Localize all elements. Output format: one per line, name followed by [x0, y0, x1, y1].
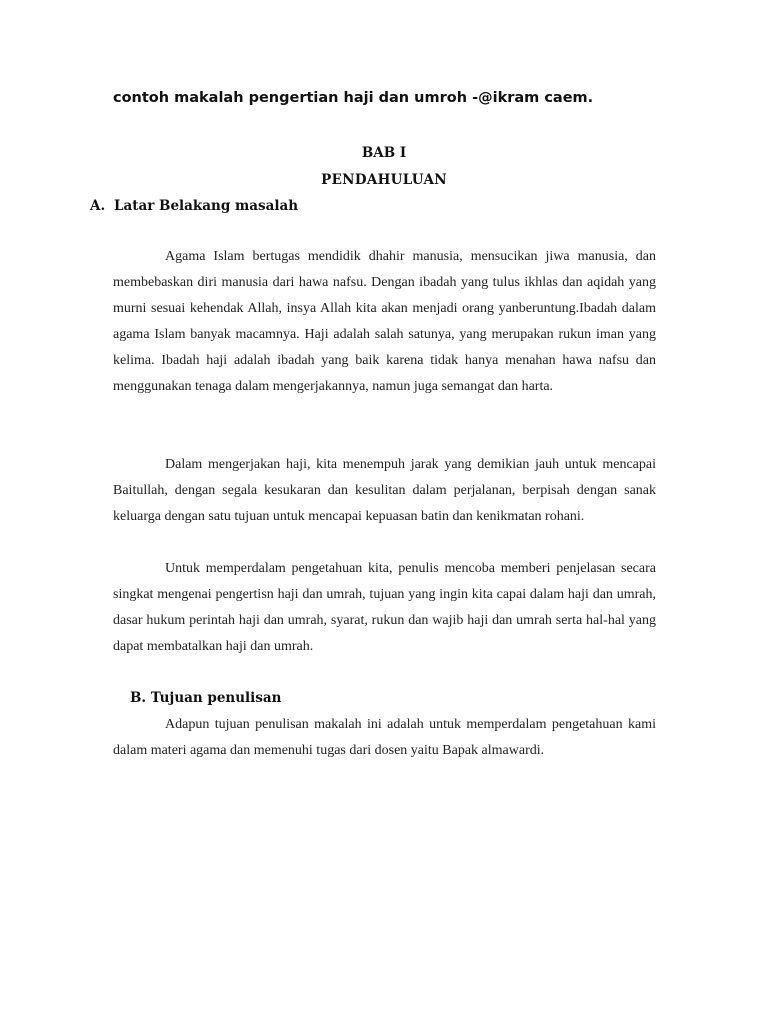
paragraph-latar-belakang-3: Untuk memperdalam pengetahuan kita, penulis mencoba memberi penjelasan secara singkat mengenai pengertisn haji dan umrah, tujuan yang ingin kita capai dalam haji dan umrah, dasar hukum perintah haji dan umrah, syarat, rukun dan wajib haji dan umrah serta hal-hal yang dapat membatalkan haji dan umrah. — [113, 561, 656, 654]
chapter-number: BAB I — [361, 145, 407, 161]
section-b-heading: B. Tujuan penulisan — [130, 690, 282, 706]
section-a-heading — [90, 198, 298, 214]
paragraph-latar-belakang-1: Agama Islam bertugas mendidik dhahir manusia, mensucikan jiwa manusia, dan membebaskan diri manusia dari hawa nafsu. Dengan ibadah yang tulus ikhlas dan aqidah yang murni sesuai kehendak Allah, insya Allah kita akan menjadi orang yanberuntung.Ibadah dalam agama Islam banyak macamnya. Haji adalah salah satunya, yang merupakan rukun iman yang kelima. Ibadah haji adalah ibadah yang baik karena tidak hanya menahan hawa nafsu dan menggunakan tenaga dalam mengerjakannya, namun juga semangat dan harta. — [113, 249, 656, 394]
section-a-marker: A. — [90, 198, 106, 214]
document-title: contoh makalah pengertian haji dan umroh -@ikram caem. — [113, 90, 594, 106]
chapter-title: PENDAHULUAN — [321, 172, 447, 188]
paragraph-tujuan-penulisan: Adapun tujuan penulisan makalah ini adalah untuk memperdalam pengetahuan kami dalam materi agama dan memenuhi tugas dari dosen yaitu Bapak almawardi. — [113, 717, 656, 758]
section-a-heading-text: Latar Belakang masalah — [114, 198, 299, 214]
paragraph-latar-belakang-2: Dalam mengerjakan haji, kita menempuh jarak yang demikian jauh untuk mencapai Baitullah, dengan segala kesukaran dan kesulitan dalam perjalanan, berpisah dengan sanak keluarga dengan satu tujuan untuk mencapai kepuasan batin dan kenikmatan rohani. — [113, 457, 656, 524]
